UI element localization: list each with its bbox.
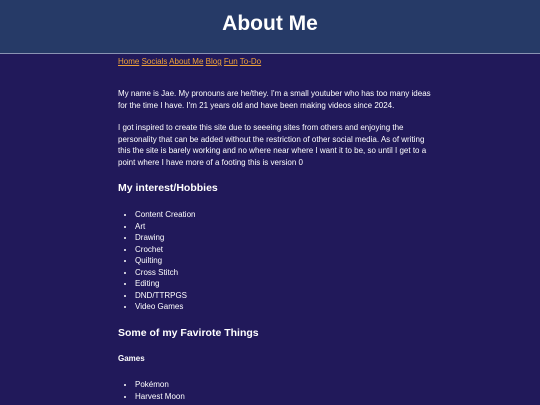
list-item: • Art [135, 221, 195, 233]
hobbies-heading: My interest/Hobbies [118, 182, 218, 194]
games-heading: Games [118, 354, 145, 363]
list-item: • Quilting [135, 255, 195, 267]
nav-link-about-me[interactable]: About Me [169, 57, 204, 66]
inspiration-paragraph: I got inspired to create this site due to seeeing sites from others and enjoying the personality that can be added without the restriction of other social media. As of writing this the site is barely working and no where near where I want it to be, so until I get to a point where I have more of a footing this is version 0 [118, 123, 427, 167]
list-item: • Harvest Moon [135, 391, 185, 403]
site-header [0, 0, 540, 54]
list-item: • Content Creation [135, 209, 195, 221]
nav-bar [118, 57, 438, 67]
list-item: • Video Games [135, 301, 195, 313]
list-item: • Drawing [135, 232, 195, 244]
nav-link-to-do[interactable]: To-Do [239, 57, 262, 66]
list-item: • Pokémon [135, 379, 185, 391]
hobbies-list [118, 209, 195, 313]
nav-link-blog[interactable]: Blog [205, 57, 222, 66]
nav-link-home[interactable]: Home [118, 57, 140, 66]
intro-paragraph: My name is Jae. My pronouns are he/they. I'm a small youtuber who has too many ideas for the time I have. I'm 21 years old and have been making videos since 2024. [118, 89, 431, 110]
list-item: • Editing [135, 278, 195, 290]
favorites-heading: Some of my Favirote Things [118, 327, 259, 339]
nav-link-socials[interactable]: Socials [141, 57, 168, 66]
list-item: • DND/TTRPGS [135, 290, 195, 302]
list-item: • Crochet [135, 244, 195, 256]
games-list [118, 379, 185, 402]
main-content [118, 57, 438, 401]
page-title: About Me [222, 12, 318, 35]
nav-link-fun[interactable]: Fun [223, 57, 238, 66]
list-item: • Cross Stitch [135, 267, 195, 279]
